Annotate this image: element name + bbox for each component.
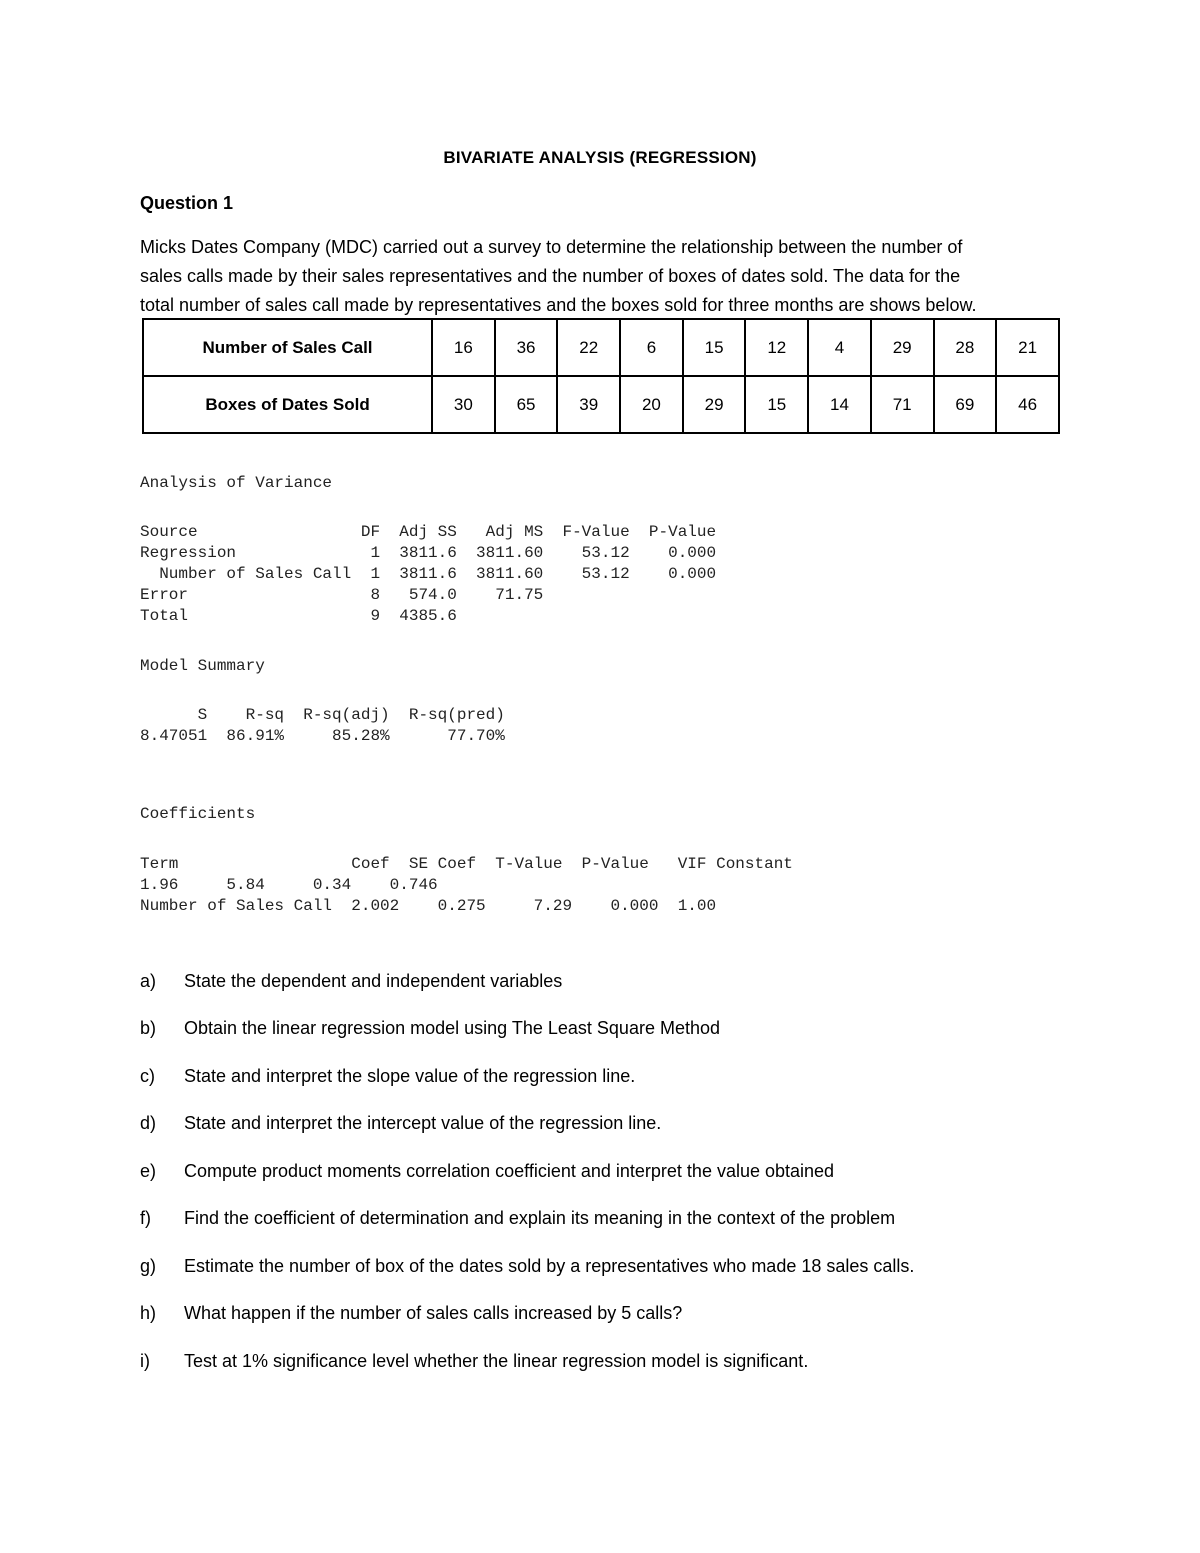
table-cell: 29	[683, 376, 746, 433]
table-cell: 65	[495, 376, 558, 433]
table-cell: 6	[620, 319, 683, 376]
table-cell: 12	[745, 319, 808, 376]
question-letter: h)	[140, 1303, 157, 1323]
question-letter: c)	[140, 1066, 155, 1086]
question-letter: a)	[140, 971, 157, 991]
sales-data-table	[142, 318, 1060, 434]
document-title: BIVARIATE ANALYSIS (REGRESSION)	[443, 148, 757, 167]
table-cell: 20	[620, 376, 683, 433]
table-cell: 71	[871, 376, 934, 433]
anova-header: Source DF Adj SS Adj MS F-Value P-Value	[140, 523, 717, 541]
question-text: Compute product moments correlation coefficient and interpret the value obtained	[184, 1161, 835, 1181]
list-item	[140, 1208, 895, 1229]
anova-row: Regression 1 3811.6 3811.60 53.12 0.000	[140, 544, 717, 562]
list-item	[140, 1113, 661, 1134]
anova-row: Number of Sales Call 1 3811.6 3811.60 53.12 0.000	[140, 565, 717, 583]
question-text: What happen if the number of sales calls increased by 5 calls?	[184, 1303, 683, 1323]
model-summary-row: 8.47051 86.91% 85.28% 77.70%	[140, 727, 505, 745]
question-text: Find the coefficient of determination and explain its meaning in the context of the problem	[184, 1208, 896, 1228]
intro-line: total number of sales call made by representatives and the boxes sold for three months are shows below.	[140, 295, 977, 315]
question-text: Obtain the linear regression model using The Least Square Method	[184, 1018, 720, 1038]
anova-row: Total 9 4385.6	[140, 607, 457, 625]
intro-line: sales calls made by their sales representatives and the number of boxes of dates sold. The data for the	[140, 266, 961, 286]
model-summary-header: S R-sq R-sq(adj) R-sq(pred)	[140, 706, 505, 724]
question-heading: Question 1	[140, 193, 234, 213]
table-cell: 28	[934, 319, 997, 376]
table-cell: 30	[432, 376, 495, 433]
anova-heading: Analysis of Variance	[140, 474, 333, 492]
question-letter: b)	[140, 1018, 157, 1038]
list-item	[140, 1018, 720, 1039]
list-item	[140, 1351, 808, 1372]
question-text: State and interpret the slope value of the regression line.	[184, 1066, 636, 1086]
list-item	[140, 971, 562, 992]
list-item	[140, 1066, 635, 1087]
question-text: Estimate the number of box of the dates sold by a representatives who made 18 sales calls.	[184, 1256, 915, 1276]
question-letter: e)	[140, 1161, 157, 1181]
table-cell: 21	[996, 319, 1059, 376]
table-cell: 29	[871, 319, 934, 376]
coefficients-row: 1.96 5.84 0.34 0.746	[140, 876, 438, 894]
table-cell: 15	[745, 376, 808, 433]
question-text: Test at 1% significance level whether the linear regression model is significant.	[184, 1351, 809, 1371]
table-cell: 36	[495, 319, 558, 376]
list-item	[140, 1303, 682, 1324]
question-intro	[140, 233, 1065, 320]
coefficients-row: Number of Sales Call 2.002 0.275 7.29 0.000 1.00	[140, 897, 717, 915]
question-letter: f)	[140, 1208, 151, 1228]
question-text: State and interpret the intercept value of the regression line.	[184, 1113, 662, 1133]
row-label-boxes-sold: Boxes of Dates Sold	[143, 376, 432, 433]
table-row	[143, 319, 1059, 376]
table-cell: 69	[934, 376, 997, 433]
table-cell: 46	[996, 376, 1059, 433]
coefficients-header: Term Coef SE Coef T-Value P-Value VIF Constant	[140, 855, 793, 873]
table-row	[143, 376, 1059, 433]
anova-row: Error 8 574.0 71.75	[140, 586, 544, 604]
table-cell: 15	[683, 319, 746, 376]
table-cell: 4	[808, 319, 871, 376]
question-letter: d)	[140, 1113, 157, 1133]
list-item	[140, 1161, 834, 1182]
table-cell: 22	[557, 319, 620, 376]
question-text: State the dependent and independent variables	[184, 971, 563, 991]
table-cell: 39	[557, 376, 620, 433]
table-cell: 16	[432, 319, 495, 376]
question-letter: i)	[140, 1351, 150, 1371]
list-item	[140, 1256, 914, 1277]
model-summary-heading: Model Summary	[140, 657, 265, 675]
table-cell: 14	[808, 376, 871, 433]
coefficients-heading: Coefficients	[140, 805, 256, 823]
row-label-sales-calls: Number of Sales Call	[143, 319, 432, 376]
intro-line: Micks Dates Company (MDC) carried out a survey to determine the relationship between the number of	[140, 237, 963, 257]
question-letter: g)	[140, 1256, 157, 1276]
